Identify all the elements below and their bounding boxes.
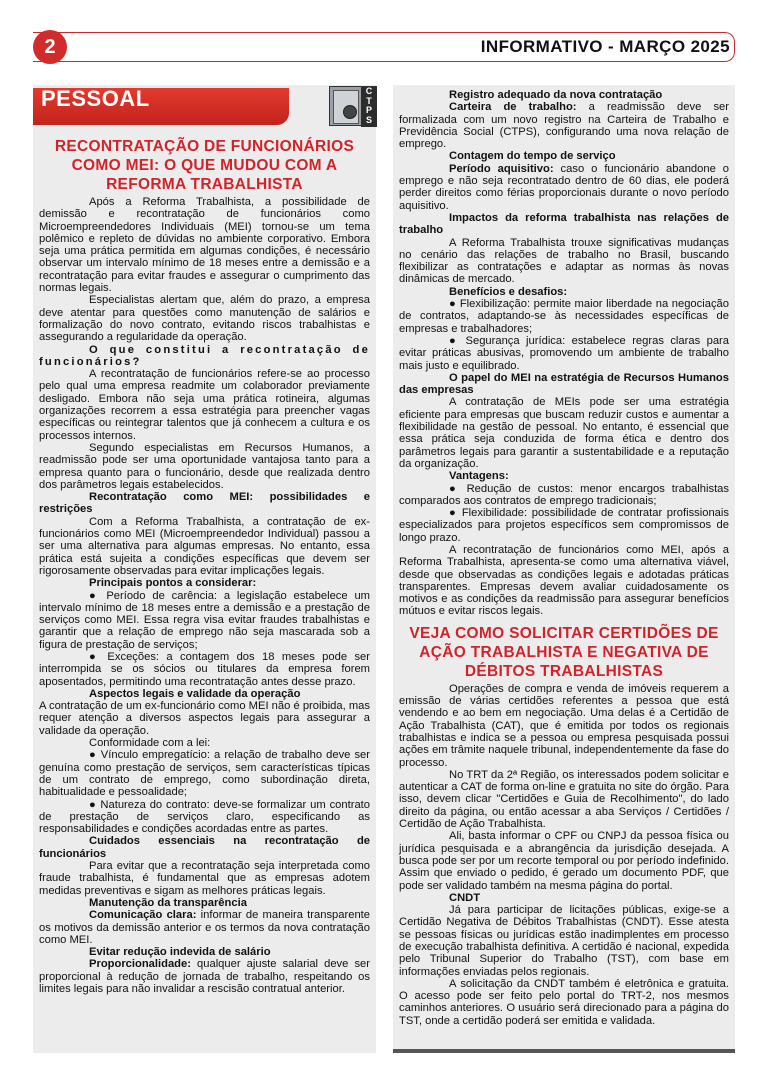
paragraph: Para evitar que a recontratação seja interpretada como fraude trabalhista, é fundamental que as empresas adotem medidas preventivas e sigam as melhores práticas legais. [39,860,370,897]
inline-bold: Proporcionalidade: [89,958,191,971]
paragraph: No TRT da 2ª Região, os interessados podem solicitar e autenticar a CAT de forma on-line e gratuita no site do órgão. Para isso, devem clicar "Certidões e Guia de Recolhimento", do lado direito da página, ou então acessar a aba Serviços / Certidões / Certidão de Ação Trabalhista. [399,768,729,831]
subheading: Vantagens: [449,470,509,483]
ctps-letter: S [365,114,372,125]
paragraph: A contratação de um ex-funcionário como MEI não é proibida, mas requer atenção a diversos aspectos legais para assegurar a validade da operação. [39,700,370,737]
subheading: Registro adequado da nova contratação [449,89,663,101]
ctps-letter: C [365,86,373,96]
paragraph: A solicitação da CNDT também é eletrônica e gratuita. O acesso pode ser feito pelo portal do TRT-2, nos mesmos caminhos anteriores. O usuário será direcionado para a página do TST, onde a certidão poderá ser emitida e validada. [399,977,729,1027]
article-title: RECONTRATAÇÃO DE FUNCIONÁRIOS COMO MEI: O QUE MUDOU COM A REFORMA TRABALHISTA [54,138,355,193]
subheading: O que constitui a recontratação de funcionários? [39,343,370,368]
ctps-letter: T [366,95,372,106]
subheading: Cuidados essenciais na recontratação de funcionários [39,835,370,860]
subheading: Benefícios e desafios: [449,285,568,298]
paragraph: Ali, basta informar o CPF ou CNPJ da pessoa física ou jurídica pesquisada e a abrangência da jurisdição desejada. A busca pode ser por um recorte temporal ou por período indefinido. Assim que enviado o pedido, é gerado um documento PDF, que pode ser validado também na mesma página do portal. [399,830,729,892]
inline-text: qualquer ajuste salarial deve ser proporcional à redução de jornada de trabalho, respeitando os limites legais para não invalidar a rescisão contratual anterior. [39,958,370,995]
paragraph [399,163,729,212]
ctps-document-icon [333,90,359,124]
inline-text: a readmissão deve ser formalizada com um novo registro na Carteira de Trabalho e Previdência Social (CTPS), configurando uma nova relação de emprego. [399,101,729,151]
paragraph: A recontratação de funcionários refere-se ao processo pelo qual uma empresa readmite um colaborador previamente desligado. Embora não seja uma prática rotineira, algumas organizações recorrem a essa estratégia para preencher vagas específicas ou reintegrar talentos que já conhecem a cultura e os processos internos. [39,368,370,442]
page-number-badge: 2 [33,30,67,64]
ctps-letters [361,87,377,127]
subheading: O papel do MEI na estratégia de Recursos Humanos das empresas [399,371,729,397]
section-banner [33,85,376,127]
paragraph [39,958,370,995]
subheading: Recontratação como MEI: possibilidades e restrições [39,491,370,516]
article-title: VEJA COMO SOLICITAR CERTIDÕES DE AÇÃO TRABALHISTA E NEGATIVA DE DÉBITOS TRABALHISTAS [409,624,719,680]
section-label-box [33,88,289,125]
paragraph: Segundo especialistas em Recursos Humanos, a readmissão pode ser uma oportunidade vantajosa tanto para a empresa quanto para o funcionário, desde que realizada dentro dos parâmetros legais estabelecidos. [39,441,370,491]
paragraph: Operações de compra e venda de imóveis requerem a emissão de várias certidões referentes a pessoa que está vendendo e ao bem em negociação. Uma delas é a Certidão de Ação Trabalhista (CAT), que é emitida por todos os regionais trabalhistas e indica se a pessoa ou empresa pesquisada possui ações em trâmite naquele tribunal, independentemente da fase do processo. [399,682,729,769]
bullet-item: ● Segurança jurídica: estabelece regras claras para evitar práticas abusivas, promovendo um ambiente de trabalho mais justo e equilibrado. [399,334,729,372]
ctps-logo [329,86,377,126]
paragraph: Conformidade com a lei: [89,737,211,750]
bullet-item: ● Natureza do contrato: deve-se formalizar um contrato de prestação de serviços claro, especificando as responsabilidades e condições acordadas entre as partes. [39,798,370,836]
bullet-item: ● Redução de custos: menor encargos trabalhistas comparados aos contratos de emprego tradicionais; [399,482,729,507]
bullet-item: ● Flexibilidade: possibilidade de contratar profissionais especializados para projetos específicos sem compromissos de longo prazo. [399,507,729,544]
paragraph: A contratação de MEIs pode ser uma estratégia eficiente para empresas que buscam reduzir custos e aumentar a flexibilidade na gestão de pessoal. No entanto, é essencial que essa prática seja conduzida de forma ética e dentro dos parâmetros legais para garantir a sustentabilidade e a reputação da organização. [399,396,729,470]
bullet-item: ● Exceções: a contagem dos 18 meses pode ser interrompida se os sócios ou titulares da empresa forem aposentados, permitindo uma recontratação antes desse prazo. [39,650,370,688]
bullet-item: ● Flexibilização: permite maior liberdade na negociação de contratos, adaptando-se às necessidades específicas de empresas e trabalhadores; [399,298,729,335]
right-column [393,85,735,1049]
inline-bold: Carteira de trabalho: [449,101,577,114]
paragraph: A recontratação de funcionários como MEI, após a Reforma Trabalhista, apresenta-se como uma alternativa viável, desde que observadas as condições legais e adotadas práticas transparentes. Empresas devem avaliar cuidadosamente os motivos e as condições da readmissão para assegurar benefícios mútuos e evitar riscos legais. [399,543,729,618]
newsletter-title: INFORMATIVO - MARÇO 2025 [480,37,730,56]
subheading: Principais pontos a considerar: [89,577,257,590]
inline-bold: Período aquisitivo: [449,162,554,175]
paragraph: Especialistas alertam que, além do prazo, a empresa deve atentar para questões como manutenção de salários e formalização do novo contrato, evitando riscos trabalhistas e assegurando a regularidade da operação. [39,294,370,344]
ctps-letter: P [365,105,372,116]
paragraph: Após a Reforma Trabalhista, a possibilidade de demissão e recontratação de funcionários como Microempreendedores Individuais (MEI) tornou-se um tema polêmico e repleto de dúvidas no ambiente corporativo. Embora seja uma prática permitida em algumas condições, é necessário observar um intervalo mínimo de 18 meses entre a demissão e a recontratação para evitar fraudes e assegurar o cumprimento das normas legais. [39,196,370,295]
section-label: PESSOAL [41,86,150,111]
paragraph: Com a Reforma Trabalhista, a contratação de ex-funcionários como MEI (Microempreendedor Individual) passou a ser uma alternativa para algumas empresas. No entanto, essa prática está sujeita a condições específicas que devem ser rigorosamente observadas para evitar implicações legais. [39,515,370,577]
inline-text: caso o funcionário abandone o emprego e não seja recontratado dentro de 60 dias, ele poderá perder direitos como férias proporcionais durante o novo período aquisitivo. [399,162,729,212]
subheading: Manutenção da transparência [89,896,247,909]
column-bottom-rule [393,1049,735,1053]
subheading: Aspectos legais e validade da operação [89,687,301,700]
bullet-item: ● Período de carência: a legislação estabelece um intervalo mínimo de 18 meses entre a demissão e a prestação de serviços como MEI. Essa regra visa evitar fraudes trabalhistas e garantir que a relação de emprego não seja mascarada sob a figura de prestação de serviços; [39,589,370,651]
left-column [33,85,376,1053]
subheading: CNDT [449,891,481,904]
subheading: Impactos da reforma trabalhista nas relações de trabalho [399,211,729,237]
inline-text: informar de maneira transparente os motivos da demissão anterior e os termos da nova contratação como MEI. [39,909,371,946]
ctps-seal-icon [343,105,357,119]
paragraph: A Reforma Trabalhista trouxe significativas mudanças no cenário das relações de trabalho no Brasil, buscando flexibilizar as contratações e adaptar as normas às novas dinâmicas de mercado. [399,236,729,286]
subheading: Evitar redução indevida de salário [89,946,271,959]
paragraph [399,101,729,150]
bullet-item: ● Vínculo empregatício: a relação de trabalho deve ser genuína como prestação de serviços, sem características típicas de um contrato de emprego, como subordinação direta, habitualidade e pessoalidade; [39,749,370,799]
subheading: Contagem do tempo de serviço [449,150,616,163]
paragraph [39,909,370,946]
inline-bold: Comunicação clara: [89,909,197,922]
paragraph: Já para participar de licitações públicas, exige-se a Certidão Negativa de Débitos Trabalhistas (CNDT). Esse atesta se pessoas físicas ou jurídicas estão inadimplentes em processo de execução trabalhista definitiva. A certidão é nacional, expedida pelo Tribunal Superior do Trabalho (TST), com base em informações enviadas pelos regionais. [399,904,729,978]
